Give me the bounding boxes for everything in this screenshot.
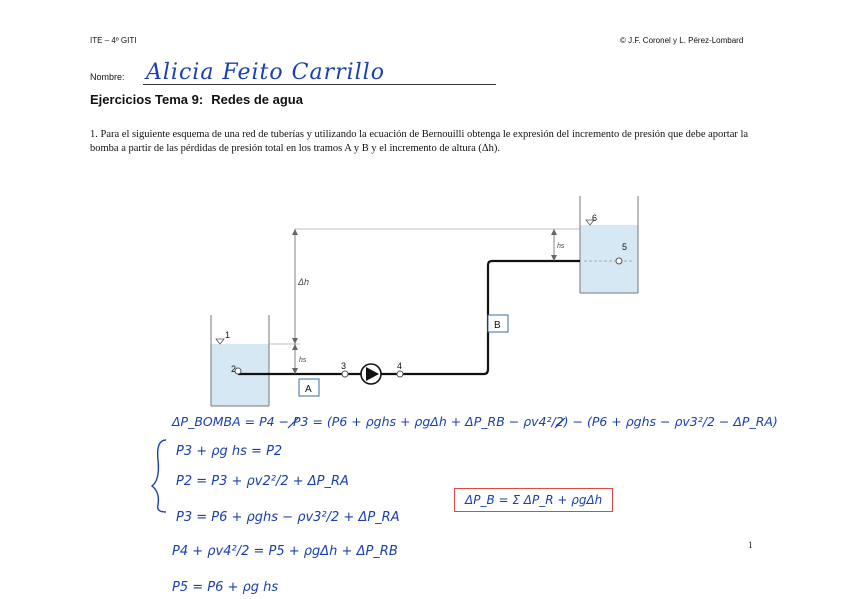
pipe (238, 261, 580, 374)
handwritten-eq-2: P3 + ρg hs = P2 (176, 444, 283, 459)
dim-hs-label-left: hs (299, 357, 307, 364)
dim-hs-label-right: hs (557, 243, 565, 250)
handwritten-name: Alicia Feito Carrillo (146, 60, 385, 85)
pump-icon (361, 364, 381, 384)
point-label-6: 6 (592, 213, 598, 223)
result-box: ΔP_B = Σ ΔP_R + ρgΔh (454, 488, 613, 512)
page-number: 1 (748, 540, 753, 550)
tank-right (580, 196, 638, 293)
title-sub: Redes de agua (211, 92, 303, 107)
problem-statement: 1. Para el siguiente esquema de una red de tuberías y utilizando la ecuación de Bernouilli obtenga le expresión del incremento de presión que debe aportar la bomba a partir de las pérdidas de presión total en los tramos A y B y el incremento de altura (Δh). (90, 129, 749, 154)
header-authors: © J.F. Coronel y L. Pérez-Lombard (620, 36, 744, 45)
point-label-1: 1 (225, 330, 231, 340)
handwritten-eq-4: P3 = P6 + ρghs − ρv3²/2 + ΔP_RA (176, 510, 400, 525)
point-label-5: 5 (622, 242, 628, 252)
name-label: Nombre: (90, 72, 125, 82)
segment-a-label: A (305, 384, 312, 395)
handwritten-brace (152, 440, 166, 512)
point-3-marker (342, 371, 348, 377)
handwritten-eq-3: P2 = P3 + ρv2²/2 + ΔP_RA (176, 474, 349, 489)
handwritten-eq-pump: ΔP_BOMBA = P4 − P3 = (P6 + ρghs + ρgΔh + ΔP_RB − ρv4²/2) − (P6 + ρghs − ρv3²/2 − ΔP_RA) (172, 414, 778, 429)
point-label-3: 3 (341, 361, 347, 371)
dim-dh-label: Δh (298, 277, 310, 287)
handwritten-eq-5: P4 + ρv4²/2 = P5 + ρgΔh + ΔP_RB (172, 544, 398, 559)
point-label-2: 2 (231, 364, 237, 374)
tank-left (211, 315, 269, 406)
header-course: ITE – 4º GITI (90, 36, 137, 45)
point-label-4: 4 (397, 361, 403, 371)
handwritten-eq-6: P5 = P6 + ρg hs (172, 580, 279, 595)
point-5-marker (616, 258, 622, 264)
segment-b-label: B (494, 320, 501, 331)
title-main: Ejercicios Tema 9: (90, 92, 204, 107)
point-4-marker (397, 371, 403, 377)
surface-mark-1 (216, 339, 224, 344)
